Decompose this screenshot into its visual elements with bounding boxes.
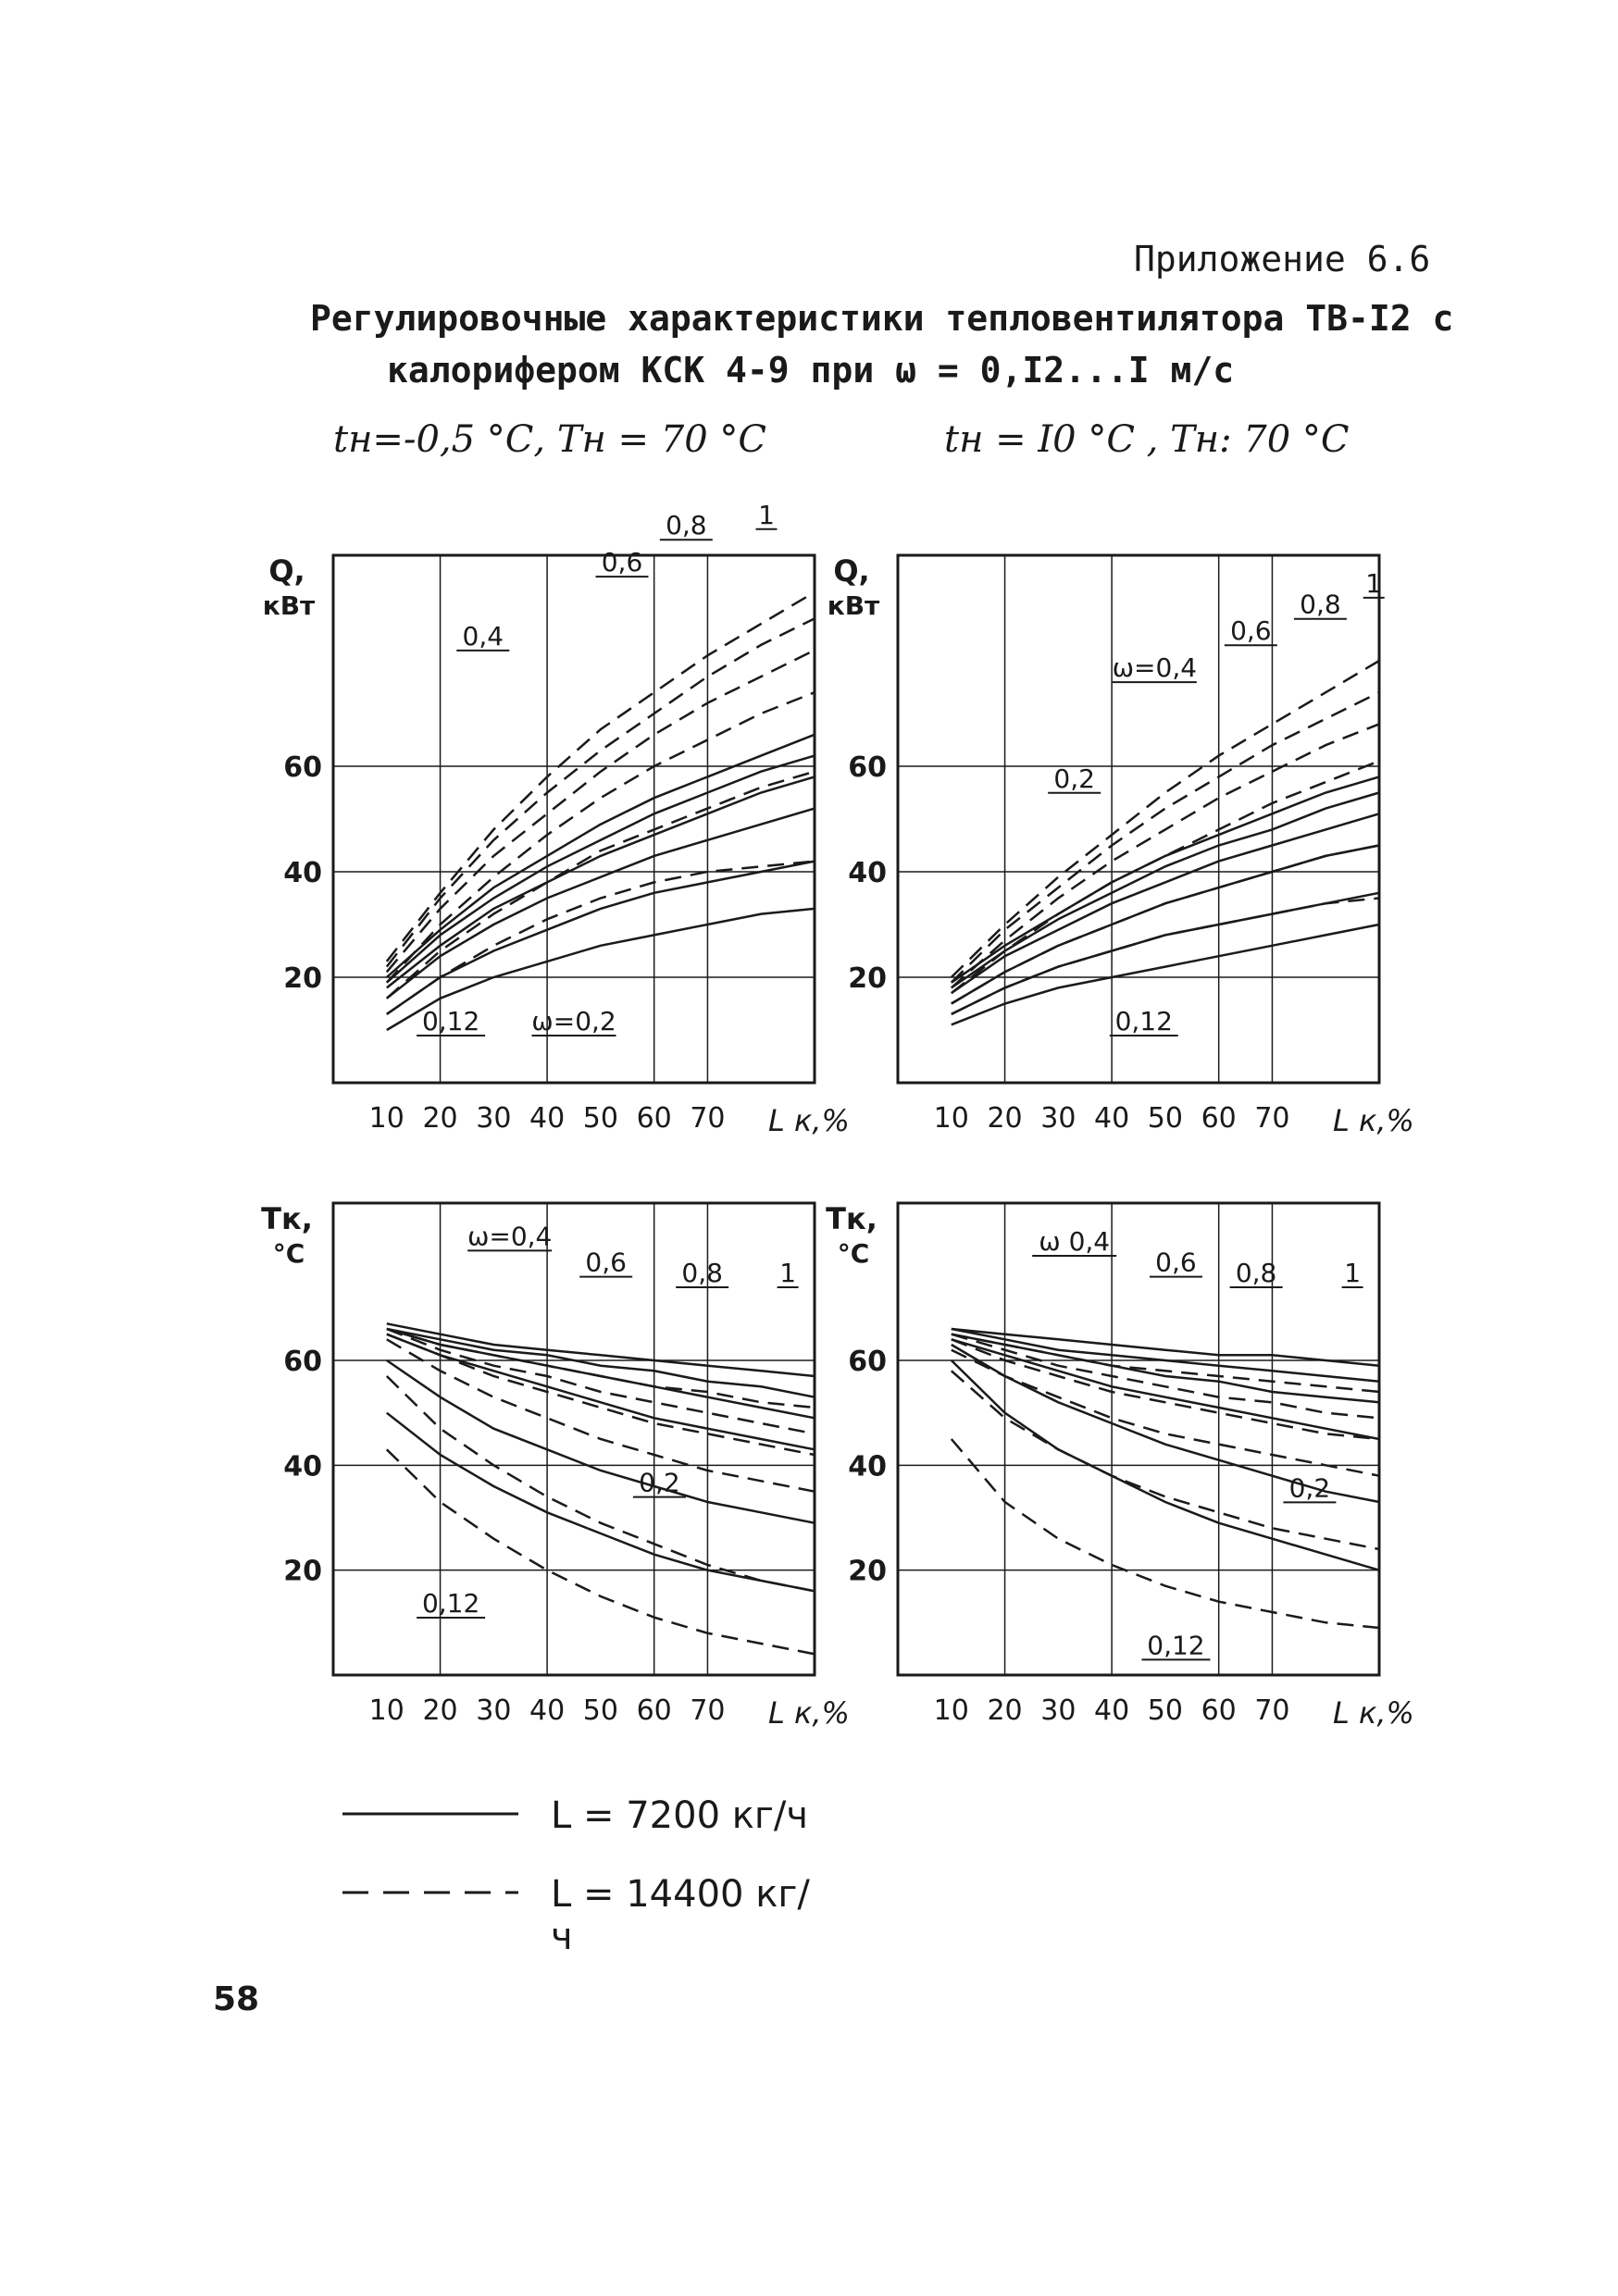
- series-line-solid-1: [952, 893, 1379, 1014]
- curve-annotation: 1: [779, 1258, 797, 1288]
- y-axis-unit: °С: [272, 1238, 305, 1269]
- series-line-solid-2: [952, 846, 1379, 1004]
- x-tick-label: 30: [476, 1102, 512, 1135]
- curve-annotation: 0,12: [421, 1006, 480, 1036]
- y-tick-label: 40: [283, 1450, 322, 1483]
- curve-annotation: 0,6: [601, 547, 643, 578]
- curve-annotation: ω=0,4: [1112, 652, 1198, 684]
- x-tick-label: 50: [582, 1102, 618, 1135]
- x-axis-label: L к,%: [768, 1103, 850, 1138]
- y-tick-label: 40: [848, 1450, 887, 1483]
- legend-dashed: [342, 1869, 824, 1958]
- series-line-solid-3: [387, 776, 815, 987]
- x-tick-label: 10: [933, 1694, 969, 1727]
- x-axis-label: L к,%: [768, 1695, 850, 1731]
- series-line-dashed-6: [387, 1449, 815, 1654]
- series-line-dashed-9: [387, 651, 815, 973]
- x-tick-label: 20: [987, 1694, 1023, 1727]
- curve-annotation: 0,6: [585, 1247, 627, 1278]
- plot-frame: [898, 555, 1379, 1083]
- series-line-dashed-10: [387, 1329, 815, 1433]
- x-tick-label: 20: [422, 1102, 458, 1135]
- x-tick-label: 10: [368, 1694, 404, 1727]
- curve-annotation: 0,12: [1147, 1630, 1205, 1661]
- y-tick-label: 40: [283, 857, 322, 889]
- curve-annotation: 0,8: [681, 1258, 723, 1288]
- y-axis-label: Q,: [268, 553, 305, 589]
- x-tick-label: 40: [1094, 1694, 1130, 1727]
- conditions-right: tн = I0 °С , Тн: 70 °С: [944, 418, 1350, 461]
- curve-annotation: 0,12: [1114, 1006, 1173, 1036]
- y-axis-label: Q,: [833, 553, 870, 589]
- series-line-dashed-6: [952, 1439, 1379, 1628]
- chart-q-left: [250, 499, 850, 1166]
- curve-annotation: 0,12: [421, 1588, 480, 1619]
- curve-annotation: 1: [1365, 567, 1383, 599]
- y-axis-unit: °С: [837, 1238, 870, 1269]
- y-tick-label: 60: [848, 751, 887, 784]
- page-number: 58: [213, 1980, 260, 2018]
- x-tick-label: 30: [476, 1694, 512, 1727]
- chart-t-left: [250, 1166, 850, 1758]
- series-line-dashed-7: [952, 846, 1379, 1004]
- curve-annotation: 0,8: [1300, 589, 1341, 620]
- x-tick-label: 70: [690, 1102, 726, 1135]
- x-tick-label: 20: [987, 1102, 1023, 1135]
- x-tick-label: 60: [1201, 1694, 1237, 1727]
- x-tick-label: 10: [368, 1102, 404, 1135]
- chart-t-right: [815, 1166, 1414, 1758]
- x-tick-label: 70: [1254, 1102, 1290, 1135]
- series-line-solid-4: [952, 793, 1379, 988]
- curve-annotation: 0,2: [639, 1467, 680, 1498]
- x-tick-label: 60: [636, 1102, 672, 1135]
- y-tick-label: 40: [848, 857, 887, 889]
- curve-annotation: 0,4: [462, 620, 504, 652]
- series-line-solid-3: [952, 1334, 1379, 1403]
- y-tick-label: 20: [283, 1555, 322, 1588]
- y-tick-label: 20: [283, 962, 322, 995]
- series-line-solid-5: [387, 1323, 815, 1376]
- curve-annotation: 1: [758, 499, 775, 530]
- y-tick-label: 60: [848, 1346, 887, 1378]
- legend-solid: [342, 1791, 824, 1846]
- x-tick-label: 60: [1201, 1102, 1237, 1135]
- curve-annotation: ω=0,4: [467, 1221, 553, 1252]
- x-tick-label: 30: [1040, 1102, 1077, 1135]
- appendix-label: Приложение 6.6: [1134, 239, 1431, 279]
- x-tick-label: 60: [636, 1694, 672, 1727]
- x-tick-label: 40: [529, 1102, 566, 1135]
- x-tick-label: 40: [529, 1694, 566, 1727]
- x-axis-label: L к,%: [1333, 1695, 1414, 1731]
- curve-annotation: 0,8: [666, 510, 707, 541]
- page-title-line-1: Регулировочные характеристики тепловентилятора ТВ-I2 с: [310, 298, 1454, 339]
- plot-frame: [333, 555, 815, 1083]
- legend-dashed-label: L = 14400 кг/ч: [551, 1873, 810, 1958]
- curve-annotation: 0,6: [1230, 615, 1272, 647]
- y-tick-label: 60: [283, 1346, 322, 1378]
- curve-annotation: 0,2: [1288, 1472, 1331, 1504]
- conditions-left: tн=-0,5 °С, Тн = 70 °С: [333, 418, 767, 461]
- x-tick-label: 70: [690, 1694, 726, 1727]
- series-line-dashed-11: [952, 661, 1379, 977]
- series-line-dashed-7: [387, 1376, 815, 1591]
- y-axis-unit: кВт: [262, 590, 316, 621]
- series-line-solid-4: [387, 1329, 815, 1397]
- x-tick-label: 50: [1147, 1102, 1183, 1135]
- series-line-solid-4: [952, 1329, 1379, 1382]
- plot-frame: [898, 1203, 1379, 1675]
- x-tick-label: 10: [933, 1102, 969, 1135]
- y-axis-label: Тк,: [826, 1201, 877, 1236]
- curve-annotation: ω=0,2: [531, 1006, 616, 1036]
- curve-annotation: 0,8: [1235, 1258, 1277, 1288]
- y-axis-unit: кВт: [827, 590, 880, 621]
- y-axis-label: Тк,: [261, 1201, 313, 1236]
- x-tick-label: 40: [1094, 1102, 1130, 1135]
- x-tick-label: 70: [1254, 1694, 1290, 1727]
- plot-frame: [333, 1203, 815, 1675]
- page-title-line-2: калорифером КСК 4-9 при ω = 0,I2...I м/с: [387, 350, 1235, 391]
- y-tick-label: 60: [283, 751, 322, 784]
- x-tick-label: 30: [1040, 1694, 1077, 1727]
- x-tick-label: 50: [582, 1694, 618, 1727]
- x-tick-label: 20: [422, 1694, 458, 1727]
- x-tick-label: 50: [1147, 1694, 1183, 1727]
- series-line-dashed-8: [387, 1339, 815, 1491]
- y-tick-label: 20: [848, 962, 887, 995]
- curve-annotation: 0,2: [1053, 763, 1095, 794]
- x-axis-label: L к,%: [1333, 1103, 1414, 1138]
- curve-annotation: ω 0,4: [1039, 1226, 1111, 1257]
- series-line-dashed-8: [952, 1350, 1379, 1476]
- curve-annotation: 1: [1344, 1258, 1362, 1288]
- chart-q-right: [815, 518, 1414, 1166]
- y-tick-label: 20: [848, 1555, 887, 1588]
- legend-solid-label: L = 7200 кг/ч: [551, 1794, 809, 1837]
- curve-annotation: 0,6: [1155, 1247, 1197, 1278]
